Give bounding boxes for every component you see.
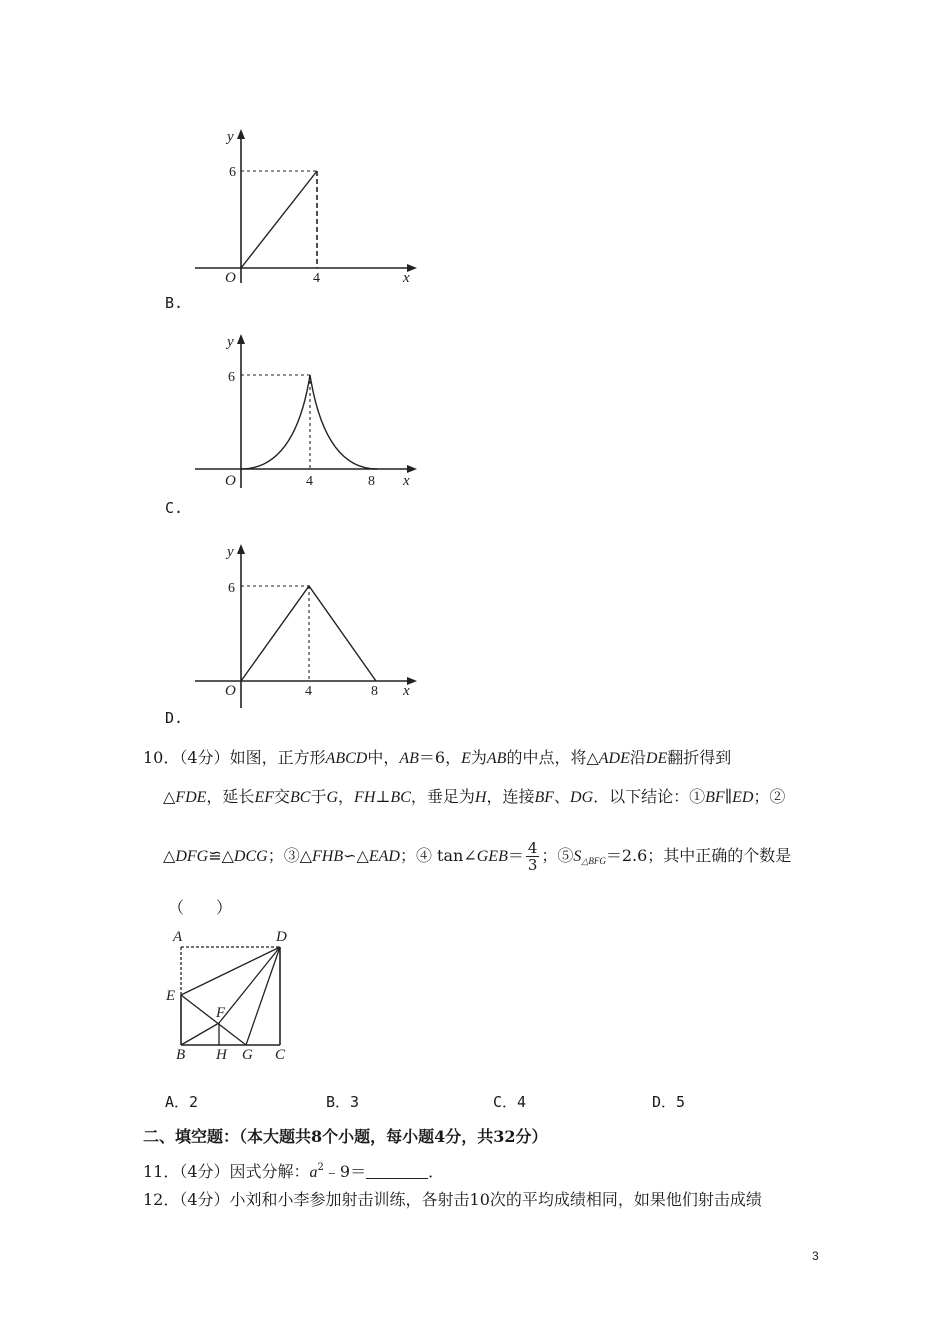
option-c-letter: C. — [165, 499, 184, 517]
point-label-g: G — [242, 1047, 253, 1063]
fraction: $\frac{4}{3}$ — [527, 839, 538, 874]
y-tick-label: 6 — [228, 370, 235, 385]
point-label-c: C — [275, 1047, 286, 1063]
point-label-e: E — [166, 988, 176, 1004]
x-axis-label: x — [403, 270, 410, 285]
answer-blank[interactable] — [366, 1162, 428, 1179]
origin-label: O — [225, 473, 236, 489]
point-label-f: F — [216, 1005, 226, 1021]
y-tick-label: 6 — [229, 165, 236, 180]
q12-line: 12．（4分）小刘和小李参加射击训练，各射击10次的平均成绩相同，如果他们射击成绩 — [143, 1190, 762, 1209]
point-label-b: B — [176, 1047, 186, 1063]
y-axis-label: y — [227, 544, 234, 560]
q10-line-1: 10．（4分）如图，正方形ABCD中，AB＝6，E为AB的中点，将△ADE沿DE翻折得到 — [143, 748, 732, 767]
q10-answer-paren: （ ） — [168, 898, 233, 917]
section-heading: 二、填空题：（本大题共8个小题，每小题4分，共32分） — [143, 1127, 548, 1146]
x-axis-label: x — [403, 683, 410, 699]
graph-option-c — [185, 330, 425, 490]
q10-square-figure — [160, 925, 300, 1065]
option-d-letter: D. — [165, 709, 184, 727]
y-tick-label: 6 — [228, 581, 235, 596]
q10-line-3: △DFG≌△DCG；③△FHB∽△EAD；④ tan∠GEB＝ $\frac{4}{3}$ ；$⑤S_{\triangle BFG}=2.6$；其中正确的个数是 — [163, 839, 792, 874]
x-tick-label: 4 — [305, 684, 312, 699]
origin-label: O — [225, 683, 236, 699]
x-tick-label: 4 — [306, 474, 313, 489]
x-tick-label: 8 — [371, 684, 378, 699]
x-axis-label: x — [403, 473, 410, 489]
point-label-h: H — [216, 1047, 227, 1063]
point-label-d: D — [276, 929, 287, 945]
q11-line: 11．（4分）因式分解：$a^2﹣9=$ ． — [143, 1162, 445, 1181]
q10-option-b[interactable]: B．3 — [326, 1093, 360, 1111]
y-axis-label: y — [227, 334, 234, 350]
y-axis-label: y — [227, 129, 234, 145]
q10-option-d[interactable]: D．5 — [652, 1093, 686, 1111]
graph-option-d — [185, 540, 425, 710]
page-number: 3 — [812, 1249, 819, 1263]
x-tick-label: 4 — [313, 271, 320, 285]
graph-option-b — [185, 125, 425, 285]
q10-option-a[interactable]: A．2 — [165, 1093, 199, 1111]
x-tick-label: 8 — [368, 474, 375, 489]
q10-line-2: △FDE，延长EF交BC于G，FH⊥BC，垂足为H，连接BF、DG．以下结论：①BF∥ED；② — [163, 787, 786, 806]
point-label-a: A — [173, 929, 183, 945]
option-b-letter: B. — [165, 294, 184, 312]
q10-option-c[interactable]: C．4 — [493, 1093, 527, 1111]
origin-label: O — [225, 270, 236, 285]
